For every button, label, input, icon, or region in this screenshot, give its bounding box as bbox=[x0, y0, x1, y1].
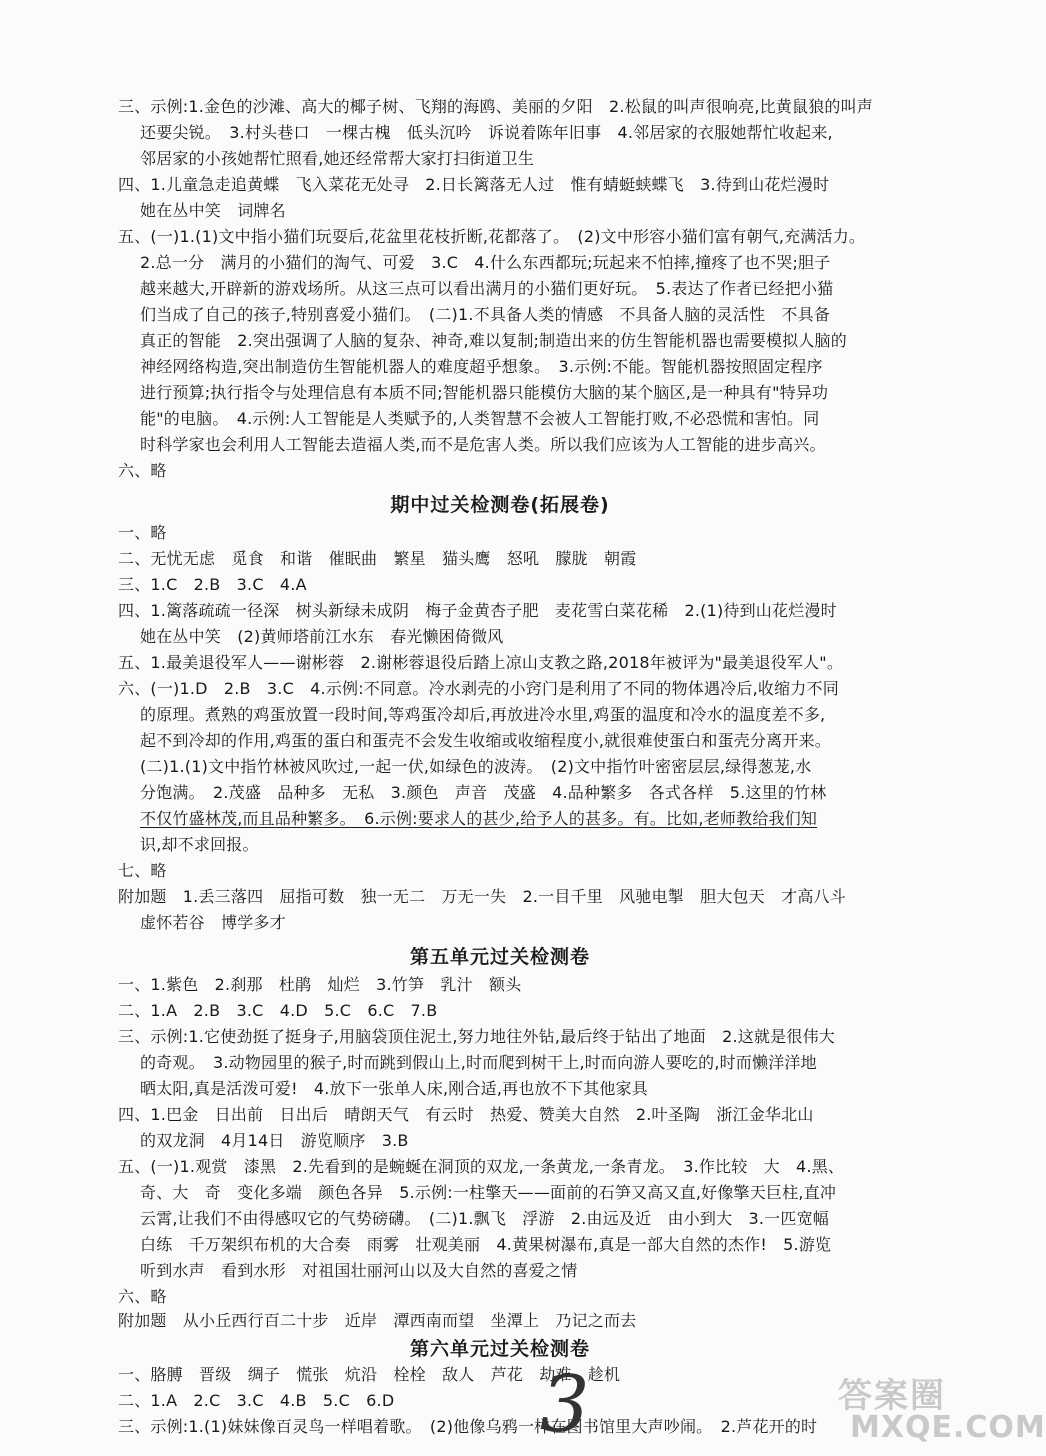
text-line: 五、(一)1.观赏 漆黑 2.先看到的是蜿蜒在洞顶的双龙,一条黄龙,一条青龙。 3.作比较 大 4.黑、 bbox=[118, 1157, 845, 1176]
text-line: 三、1.C 2.B 3.C 4.A bbox=[118, 575, 307, 594]
text-line: 一、胳膊 晋级 绸子 慌张 炕沿 栓栓 敌人 芦花 劫难 趁机 bbox=[118, 1365, 621, 1384]
text-line: 二、1.A 2.C 3.C 4.B 5.C 6.D bbox=[118, 1391, 395, 1410]
text-line: (二)1.(1)文中指竹林被风吹过,一起一伏,如绿色的波涛。 (2)文中指竹叶密密层层,绿得葱茏,水 bbox=[140, 757, 812, 776]
text-line: 五、1.最美退役军人——谢彬蓉 2.谢彬蓉退役后踏上凉山支教之路,2018年被评为"最美退役军人"。 bbox=[118, 653, 844, 672]
text-line: 七、略 bbox=[118, 861, 167, 880]
text-line: 四、1.篱落疏疏一径深 树头新绿未成阴 梅子金黄杏子肥 麦花雪白菜花稀 2.(1)待到山花烂漫时 bbox=[118, 601, 837, 620]
text-line: 神经网络构造,突出制造仿生智能机器人的难度超乎想象。 3.示例:不能。智能机器按照固定程序 bbox=[140, 357, 823, 376]
text-line: 六、(一)1.D 2.B 3.C 4.示例:不同意。冷水剥壳的小窍门是利用了不同的物体遇冷后,收缩力不同 bbox=[118, 679, 839, 698]
text-line: 二、无忧无虑 觅食 和谐 催眠曲 繁星 猫头鹰 怒吼 朦胧 朝霞 bbox=[118, 549, 637, 568]
text-line: 越来越大,开辟新的游戏场所。从这三点可以看出满月的小猫们更好玩。 5.表达了作者已经把小猫 bbox=[140, 279, 834, 298]
text-line: 她在丛中笑 词牌名 bbox=[140, 201, 286, 220]
text-line: 她在丛中笑 (2)黄师塔前江水东 春光懒困倚微风 bbox=[140, 627, 504, 646]
section-title-unit6: 第六单元过关检测卷 bbox=[409, 1338, 590, 1360]
text-line: 奇、大 奇 变化多端 颜色各异 5.示例:一柱擎天——面前的石笋又高又直,好像擎天巨柱,直冲 bbox=[140, 1183, 837, 1202]
text-line: 分饱满。 2.茂盛 品种多 无私 3.颜色 声音 茂盛 4.品种繁多 各式各样 5.这里的竹林 bbox=[140, 783, 827, 802]
text-line: 时科学家也会利用人工智能去造福人类,而不是危害人类。所以我们应该为人工智能的进步高兴。 bbox=[140, 435, 826, 454]
text-line: 五、(一)1.(1)文中指小猫们玩耍后,花盆里花枝折断,花都落了。 (2)文中形容小猫们富有朝气,充满活力。 bbox=[118, 227, 866, 246]
watermark-line1: 答案圈 bbox=[838, 1376, 946, 1416]
text-line: 还要尖锐。 3.村头巷口 一棵古槐 低头沉吟 诉说着陈年旧事 4.邻居家的衣服她帮忙收起来, bbox=[140, 123, 833, 142]
text-line: 一、1.紫色 2.刹那 杜鹃 灿烂 3.竹笋 乳汁 额头 bbox=[118, 975, 522, 994]
text-line: 的原理。煮熟的鸡蛋放置一段时间,等鸡蛋冷却后,再放进冷水里,鸡蛋的温度和冷水的温度差不多, bbox=[140, 705, 826, 724]
text-line: 三、示例:1.金色的沙滩、高大的椰子树、飞翔的海鸥、美丽的夕阳 2.松鼠的叫声很响亮,比黄鼠狼的叫声 bbox=[118, 97, 874, 116]
text-line: 虚怀若谷 博学多才 bbox=[140, 913, 286, 932]
watermark-logo bbox=[820, 1368, 1046, 1452]
text-line: 附加题 从小丘西行百二十步 近岸 潭西南而望 坐潭上 乃记之而去 bbox=[118, 1311, 637, 1330]
text-line: 听到水声 看到水形 对祖国壮丽河山以及大自然的喜爱之情 bbox=[140, 1261, 578, 1280]
text-line: 2.总一分 满月的小猫们的淘气、可爱 3.C 4.什么东西都玩;玩起来不怕摔,撞疼了也不哭;胆子 bbox=[140, 253, 831, 272]
text-line: 六、略 bbox=[118, 1287, 167, 1306]
text-line: 识,却不求回报。 bbox=[140, 835, 259, 854]
text-line: 起不到冷却的作用,鸡蛋的蛋白和蛋壳不会发生收缩或收缩程度小,就很难使蛋白和蛋壳分离开来。 bbox=[140, 731, 831, 750]
text-line: 云霄,让我们不由得感叹它的气势磅礴。 (二)1.飘飞 浮游 2.由远及近 由小到大 3.一匹宽幅 bbox=[140, 1209, 829, 1228]
text-line: 白练 千万架织布机的大合奏 雨雾 壮观美丽 4.黄果树瀑布,真是一部大自然的杰作! 5.游览 bbox=[140, 1235, 832, 1254]
text-line: 真正的智能 2.突出强调了人脑的复杂、神奇,难以复制;制造出来的仿生智能机器也需要模拟人脑的 bbox=[140, 331, 847, 350]
text-line: 三、示例:1.它使劲挺了挺身子,用脑袋顶住泥土,努力地往外钻,最后终于钻出了地面 2.这就是很伟大 bbox=[118, 1027, 835, 1046]
section-title-midterm: 期中过关检测卷(拓展卷) bbox=[390, 494, 610, 516]
page-number: 3 bbox=[540, 1360, 590, 1450]
text-line: 二、1.A 2.B 3.C 4.D 5.C 6.C 7.B bbox=[118, 1001, 438, 1020]
text-line: 六、略 bbox=[118, 461, 167, 480]
text-line: 的双龙洞 4月14日 游览顺序 3.B bbox=[140, 1131, 409, 1150]
text-line: 的奇观。 3.动物园里的猴子,时而跳到假山上,时而爬到树干上,时而向游人要吃的,时而懒洋洋地 bbox=[140, 1053, 817, 1072]
text-line: 们当成了自己的孩子,特别喜爱小猫们。 (二)1.不具备人类的情感 不具备人脑的灵活性 不具备 bbox=[140, 305, 831, 324]
text-line: 一、略 bbox=[118, 523, 167, 542]
section-title-unit5: 第五单元过关检测卷 bbox=[409, 946, 590, 968]
text-line: 能"的电脑。 4.示例:人工智能是人类赋予的,人类智慧不会被人工智能打败,不必恐慌和害怕。同 bbox=[140, 409, 820, 428]
text-line: 不仅竹盛林茂,而且品种繁多。 6.示例:要求人的甚少,给予人的甚多。有。比如,老师教给我们知 bbox=[140, 809, 818, 828]
text-line: 四、1.巴金 日出前 日出后 晴朗天气 有云时 热爱、赞美大自然 2.叶圣陶 浙江金华北山 bbox=[118, 1105, 814, 1124]
text-line: 晒太阳,真是活泼可爱! 4.放下一张单人床,刚合适,再也放不下其他家具 bbox=[140, 1079, 648, 1098]
text-line: 三、示例:1.(1)妹妹像百灵鸟一样唱着歌。 (2)他像乌鸦一样在图书馆里大声吵闹。 2.芦花开的时 bbox=[118, 1417, 818, 1436]
text-line: 进行预算;执行指令与处理信息有本质不同;智能机器只能模仿大脑的某个脑区,是一种具有"特异功 bbox=[140, 383, 829, 402]
text-line: 附加题 1.丢三落四 屈指可数 独一无二 万无一失 2.一目千里 风驰电掣 胆大包天 才高八斗 bbox=[118, 887, 846, 906]
watermark-line2: MXQE.COM bbox=[850, 1410, 1046, 1445]
text-line: 四、1.儿童急走追黄蝶 飞入菜花无处寻 2.日长篱落无人过 惟有蜻蜓蛱蝶飞 3.待到山花烂漫时 bbox=[118, 175, 830, 194]
text-line: 邻居家的小孩她帮忙照看,她还经常帮大家打扫街道卫生 bbox=[140, 149, 535, 168]
